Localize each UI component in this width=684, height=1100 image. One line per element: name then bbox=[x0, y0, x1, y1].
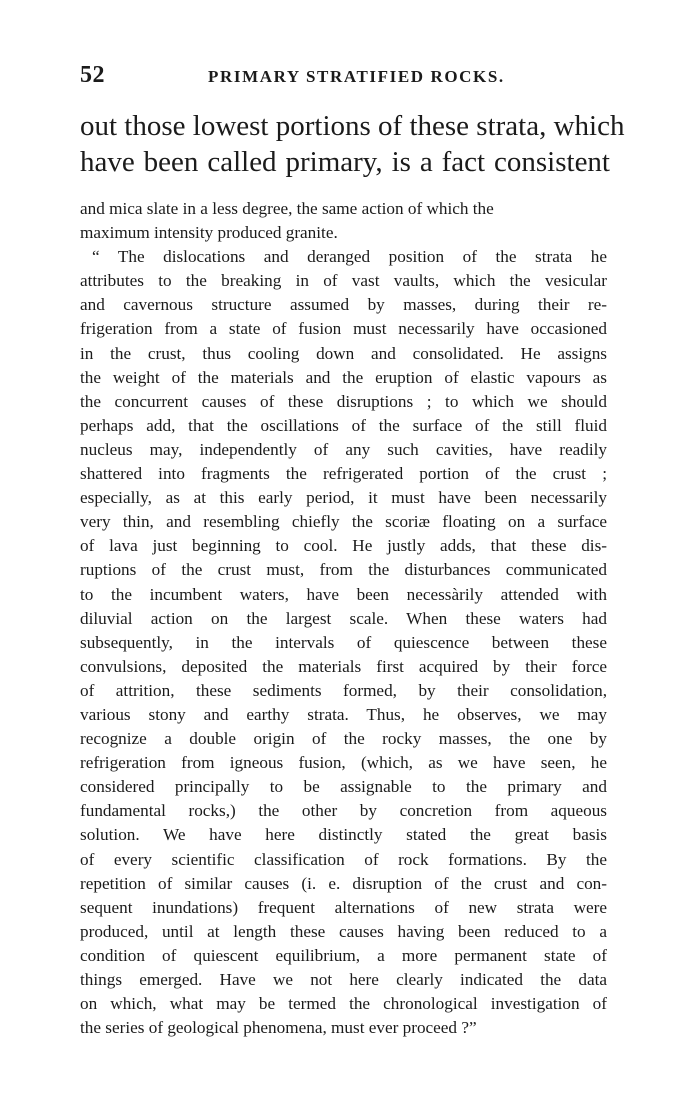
text-line: refrigeration from igneous fusion, (which, as we have seen, he bbox=[80, 753, 607, 773]
text-line: on which, what may be termed the chronological investigation of bbox=[80, 994, 607, 1014]
page-number: 52 bbox=[80, 62, 105, 88]
text-line: things emerged. Have we not here clearly indicated the data bbox=[80, 970, 607, 989]
text-line: repetition of similar causes (i. e. disruption of the crust and con- bbox=[80, 873, 607, 893]
text-line: to the incumbent waters, have been necessàrily attended with bbox=[80, 584, 607, 604]
text-line: fundamental rocks,) the other by concretion from aqueous bbox=[80, 801, 607, 821]
text-line: maximum intensity produced granite. bbox=[80, 223, 338, 243]
page-header bbox=[80, 62, 610, 92]
text-line: diluvial action on the largest scale. When these waters had bbox=[80, 608, 607, 628]
text-line: shattered into fragments the refrigerated portion of the crust ; bbox=[80, 464, 607, 484]
text-line: “ The dislocations and deranged position of the strata he bbox=[92, 247, 607, 267]
text-line: and mica slate in a less degree, the same action of which the bbox=[80, 199, 494, 218]
body-text bbox=[80, 197, 607, 1040]
text-line: of attrition, these sediments formed, by their consolidation, bbox=[80, 680, 607, 700]
text-line: the series of geological phenomena, must ever proceed ?” bbox=[80, 1018, 477, 1038]
text-line: frigeration from a state of fusion must necessarily have occasioned bbox=[80, 319, 607, 339]
text-line: ruptions of the crust must, from the disturbances communicated bbox=[80, 560, 607, 580]
text-line: various stony and earthy strata. Thus, he observes, we may bbox=[80, 704, 607, 724]
text-line: condition of quiescent equilibrium, a more permanent state of bbox=[80, 945, 607, 965]
text-line: perhaps add, that the oscillations of the surface of the still fluid bbox=[80, 415, 607, 435]
text-line: attributes to the breaking in of vast vaults, which the vesicular bbox=[80, 271, 607, 291]
fragment-line: have been called primary, is a fact consistent bbox=[80, 146, 610, 178]
text-line: convulsions, deposited the materials first acquired by their force bbox=[80, 656, 607, 676]
text-line: sequent inundations) frequent alternations of new strata were bbox=[80, 897, 607, 917]
text-line: nucleus may, independently of any such cavities, have readily bbox=[80, 439, 607, 459]
text-line: of lava just beginning to cool. He justly adds, that these dis- bbox=[80, 536, 607, 556]
text-line: very thin, and resembling chiefly the scoriæ floating on a surface bbox=[80, 512, 607, 532]
text-line: the weight of the materials and the eruption of elastic vapours as bbox=[80, 367, 607, 387]
overlapping-page-fragment bbox=[80, 108, 625, 180]
running-title: PRIMARY STRATIFIED ROCKS. bbox=[208, 67, 505, 86]
text-line: considered principally to be assignable to the primary and bbox=[80, 777, 607, 797]
text-line: produced, until at length these causes having been reduced to a bbox=[80, 921, 607, 941]
text-line: subsequently, in the intervals of quiescence between these bbox=[80, 632, 607, 652]
text-line: especially, as at this early period, it must have been necessarily bbox=[80, 488, 607, 508]
text-line: of every scientific classification of rock formations. By the bbox=[80, 849, 607, 869]
text-line: the concurrent causes of these disruptions ; to which we should bbox=[80, 391, 607, 411]
fragment-line: out those lowest portions of these strata, which bbox=[80, 110, 625, 142]
text-line: in the crust, thus cooling down and consolidated. He assigns bbox=[80, 343, 607, 363]
text-line: solution. We have here distinctly stated the great basis bbox=[80, 825, 607, 845]
text-line: and cavernous structure assumed by masses, during their re- bbox=[80, 295, 607, 315]
text-line: recognize a double origin of the rocky masses, the one by bbox=[80, 729, 607, 749]
